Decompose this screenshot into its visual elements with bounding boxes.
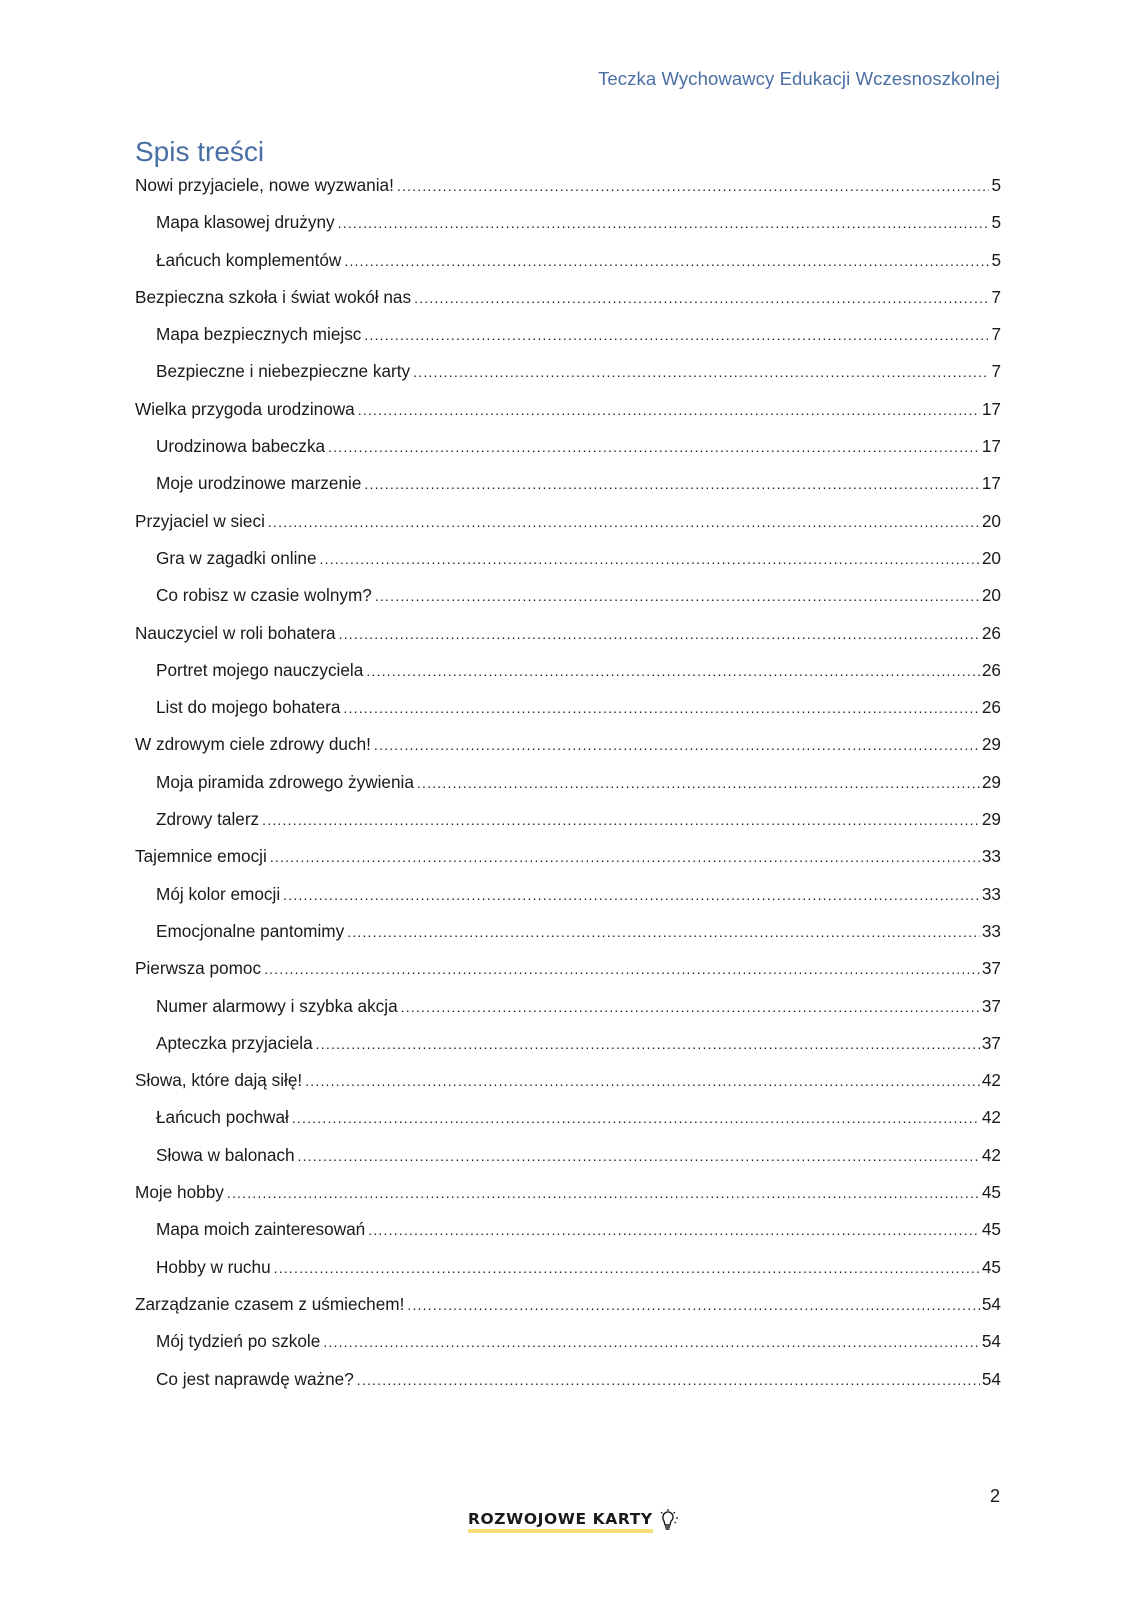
toc-entry-label: Łańcuch pochwał [156,1107,289,1128]
toc-entry-label: Mój tydzień po szkole [156,1331,321,1352]
toc-entry-label: Bezpieczna szkoła i świat wokół nas [135,286,412,307]
toc-entry-label: Gra w zagadki online [156,547,317,568]
toc-subentry[interactable] [135,435,1001,472]
toc-subentry[interactable] [135,771,1001,808]
toc-entry-page: 5 [991,249,1001,270]
toc-dot-leader [343,697,979,719]
toc-dot-leader [358,399,980,421]
logo-text: ROZWOJOWE KARTY [468,1510,653,1528]
toc-dot-leader [339,623,980,645]
toc-subentry[interactable] [135,249,1001,286]
toc-dot-leader [338,212,990,234]
toc-entry-label: Moje urodzinowe marzenie [156,473,362,494]
toc-entry-label: Tajemnice emocji [135,846,267,867]
toc-entry-page: 33 [981,920,1001,941]
toc-dot-leader [347,921,980,943]
toc-subentry[interactable] [135,995,1001,1032]
toc-dot-leader [368,1219,980,1241]
toc-subentry[interactable] [135,323,1001,360]
toc-entry-label: Przyjaciel w sieci [135,510,265,531]
toc-entry-label: Słowa, które dają siłę! [135,1070,303,1091]
toc-subentry[interactable] [135,1106,1001,1143]
toc-entry-label: Co jest naprawdę ważne? [156,1368,354,1389]
toc-subentry[interactable] [135,472,1001,509]
toc-entry-page: 17 [981,436,1001,457]
toc-entry-page: 42 [981,1107,1001,1128]
toc-entry-label: Mój kolor emocji [156,883,281,904]
toc-dot-leader [364,324,989,346]
toc-entry-page: 7 [991,324,1001,345]
toc-entry-label: Zdrowy talerz [156,809,260,830]
toc-entry-label: Mapa bezpiecznych miejsc [156,324,362,345]
toc-dot-leader [227,1182,980,1204]
toc-entry[interactable] [135,510,1001,547]
toc-entry-page: 45 [981,1256,1001,1277]
toc-dot-leader [364,473,979,495]
toc-dot-leader [292,1107,980,1129]
toc-entry-label: Słowa w balonach [156,1144,295,1165]
toc-entry-page: 29 [981,771,1001,792]
toc-dot-leader [407,1294,980,1316]
toc-dot-leader [283,884,980,906]
toc-entry-page: 20 [981,585,1001,606]
toc-entry-page: 45 [981,1182,1001,1203]
toc-subentry[interactable] [135,360,1001,397]
toc-entry[interactable] [135,957,1001,994]
toc-dot-leader [413,361,989,383]
toc-dot-leader [375,585,980,607]
toc-subentry[interactable] [135,696,1001,733]
toc-subentry[interactable] [135,1144,1001,1181]
toc-entry-label: Wielka przygoda urodzinowa [135,398,355,419]
toc-dot-leader [417,772,980,794]
toc-dot-leader [270,846,980,868]
toc-dot-leader [298,1145,980,1167]
toc-entry-page: 17 [981,398,1001,419]
toc-entry-label: W zdrowym ciele zdrowy duch! [135,734,371,755]
toc-entry-page: 20 [981,547,1001,568]
toc-entry[interactable] [135,398,1001,435]
toc-dot-leader [264,958,980,980]
toc-entry-label: Portret mojego nauczyciela [156,659,364,680]
toc-dot-leader [357,1369,980,1391]
toc-entry[interactable] [135,845,1001,882]
toc-dot-leader [344,250,989,272]
toc-entry-label: Mapa klasowej drużyny [156,212,335,233]
toc-entry[interactable] [135,1069,1001,1106]
table-of-contents [135,174,1001,1405]
toc-subentry[interactable] [135,1368,1001,1405]
toc-entry-page: 20 [981,510,1001,531]
toc-entry-label: Hobby w ruchu [156,1256,271,1277]
toc-entry-page: 26 [981,659,1001,680]
toc-entry-label: List do mojego bohatera [156,697,341,718]
toc-dot-leader [366,660,980,682]
toc-entry[interactable] [135,733,1001,770]
toc-dot-leader [414,287,989,309]
toc-subentry[interactable] [135,1218,1001,1255]
footer-logo [468,1508,681,1532]
toc-entry-page: 54 [981,1331,1001,1352]
toc-dot-leader [401,996,980,1018]
toc-subentry[interactable] [135,1032,1001,1069]
toc-entry-page: 33 [981,846,1001,867]
toc-subentry[interactable] [135,584,1001,621]
toc-entry-page: 37 [981,995,1001,1016]
toc-entry-page: 33 [981,883,1001,904]
toc-dot-leader [262,809,980,831]
toc-entry-label: Pierwsza pomoc [135,958,262,979]
toc-entry-label: Numer alarmowy i szybka akcja [156,995,398,1016]
toc-entry-page: 45 [981,1219,1001,1240]
toc-subentry[interactable] [135,920,1001,957]
toc-subentry[interactable] [135,1330,1001,1367]
toc-dot-leader [328,436,980,458]
toc-subentry[interactable] [135,1256,1001,1293]
toc-entry-page: 37 [981,1032,1001,1053]
toc-entry-page: 37 [981,958,1001,979]
toc-subentry[interactable] [135,808,1001,845]
toc-entry-label: Urodzinowa babeczka [156,436,326,457]
toc-entry-label: Nauczyciel w roli bohatera [135,622,336,643]
toc-subentry[interactable] [135,659,1001,696]
toc-entry-label: Moje hobby [135,1182,224,1203]
toc-dot-leader [397,175,990,197]
toc-entry[interactable] [135,1293,1001,1330]
toc-entry-page: 29 [981,809,1001,830]
toc-entry-page: 26 [981,622,1001,643]
toc-entry-label: Łańcuch komplementów [156,249,342,270]
page-number: 2 [989,1486,1000,1506]
toc-entry-page: 42 [981,1144,1001,1165]
toc-entry-label: Nowi przyjaciele, nowe wyzwania! [135,175,394,195]
toc-entry-label: Zarządzanie czasem z uśmiechem! [135,1293,405,1314]
toc-entry-label: Co robisz w czasie wolnym? [156,585,372,606]
toc-entry-page: 42 [981,1070,1001,1091]
toc-subentry[interactable] [135,211,1001,248]
toc-entry-page: 54 [981,1368,1001,1389]
toc-dot-leader [323,1331,980,1353]
toc-dot-leader [374,734,980,756]
toc-entry[interactable] [135,174,1001,211]
lightbulb-icon [655,1508,681,1532]
toc-entry-page: 7 [991,361,1001,382]
toc-entry-label: Mapa moich zainteresowań [156,1219,366,1240]
running-header: Teczka Wychowawcy Edukacji Wczesnoszkolnej [598,68,1000,89]
toc-subentry[interactable] [135,547,1001,584]
toc-dot-leader [268,511,980,533]
toc-entry-page: 54 [981,1293,1001,1314]
toc-entry-page: 17 [981,473,1001,494]
toc-entry[interactable] [135,622,1001,659]
toc-entry-label: Bezpieczne i niebezpieczne karty [156,361,411,382]
toc-entry-label: Moja piramida zdrowego żywienia [156,771,414,792]
toc-entry-label: Emocjonalne pantomimy [156,920,345,941]
toc-entry[interactable] [135,286,1001,323]
toc-dot-leader [320,548,980,570]
toc-subentry[interactable] [135,883,1001,920]
toc-title: Spis treści [135,136,265,167]
toc-entry-page: 7 [991,286,1001,307]
toc-dot-leader [305,1070,980,1092]
toc-entry[interactable] [135,1181,1001,1218]
toc-entry-page: 5 [991,212,1001,233]
toc-entry-page: 26 [981,697,1001,718]
toc-dot-leader [274,1257,980,1279]
toc-entry-page: 29 [981,734,1001,755]
toc-dot-leader [316,1033,980,1055]
toc-entry-page: 5 [991,175,1001,195]
toc-entry-label: Apteczka przyjaciela [156,1032,313,1053]
